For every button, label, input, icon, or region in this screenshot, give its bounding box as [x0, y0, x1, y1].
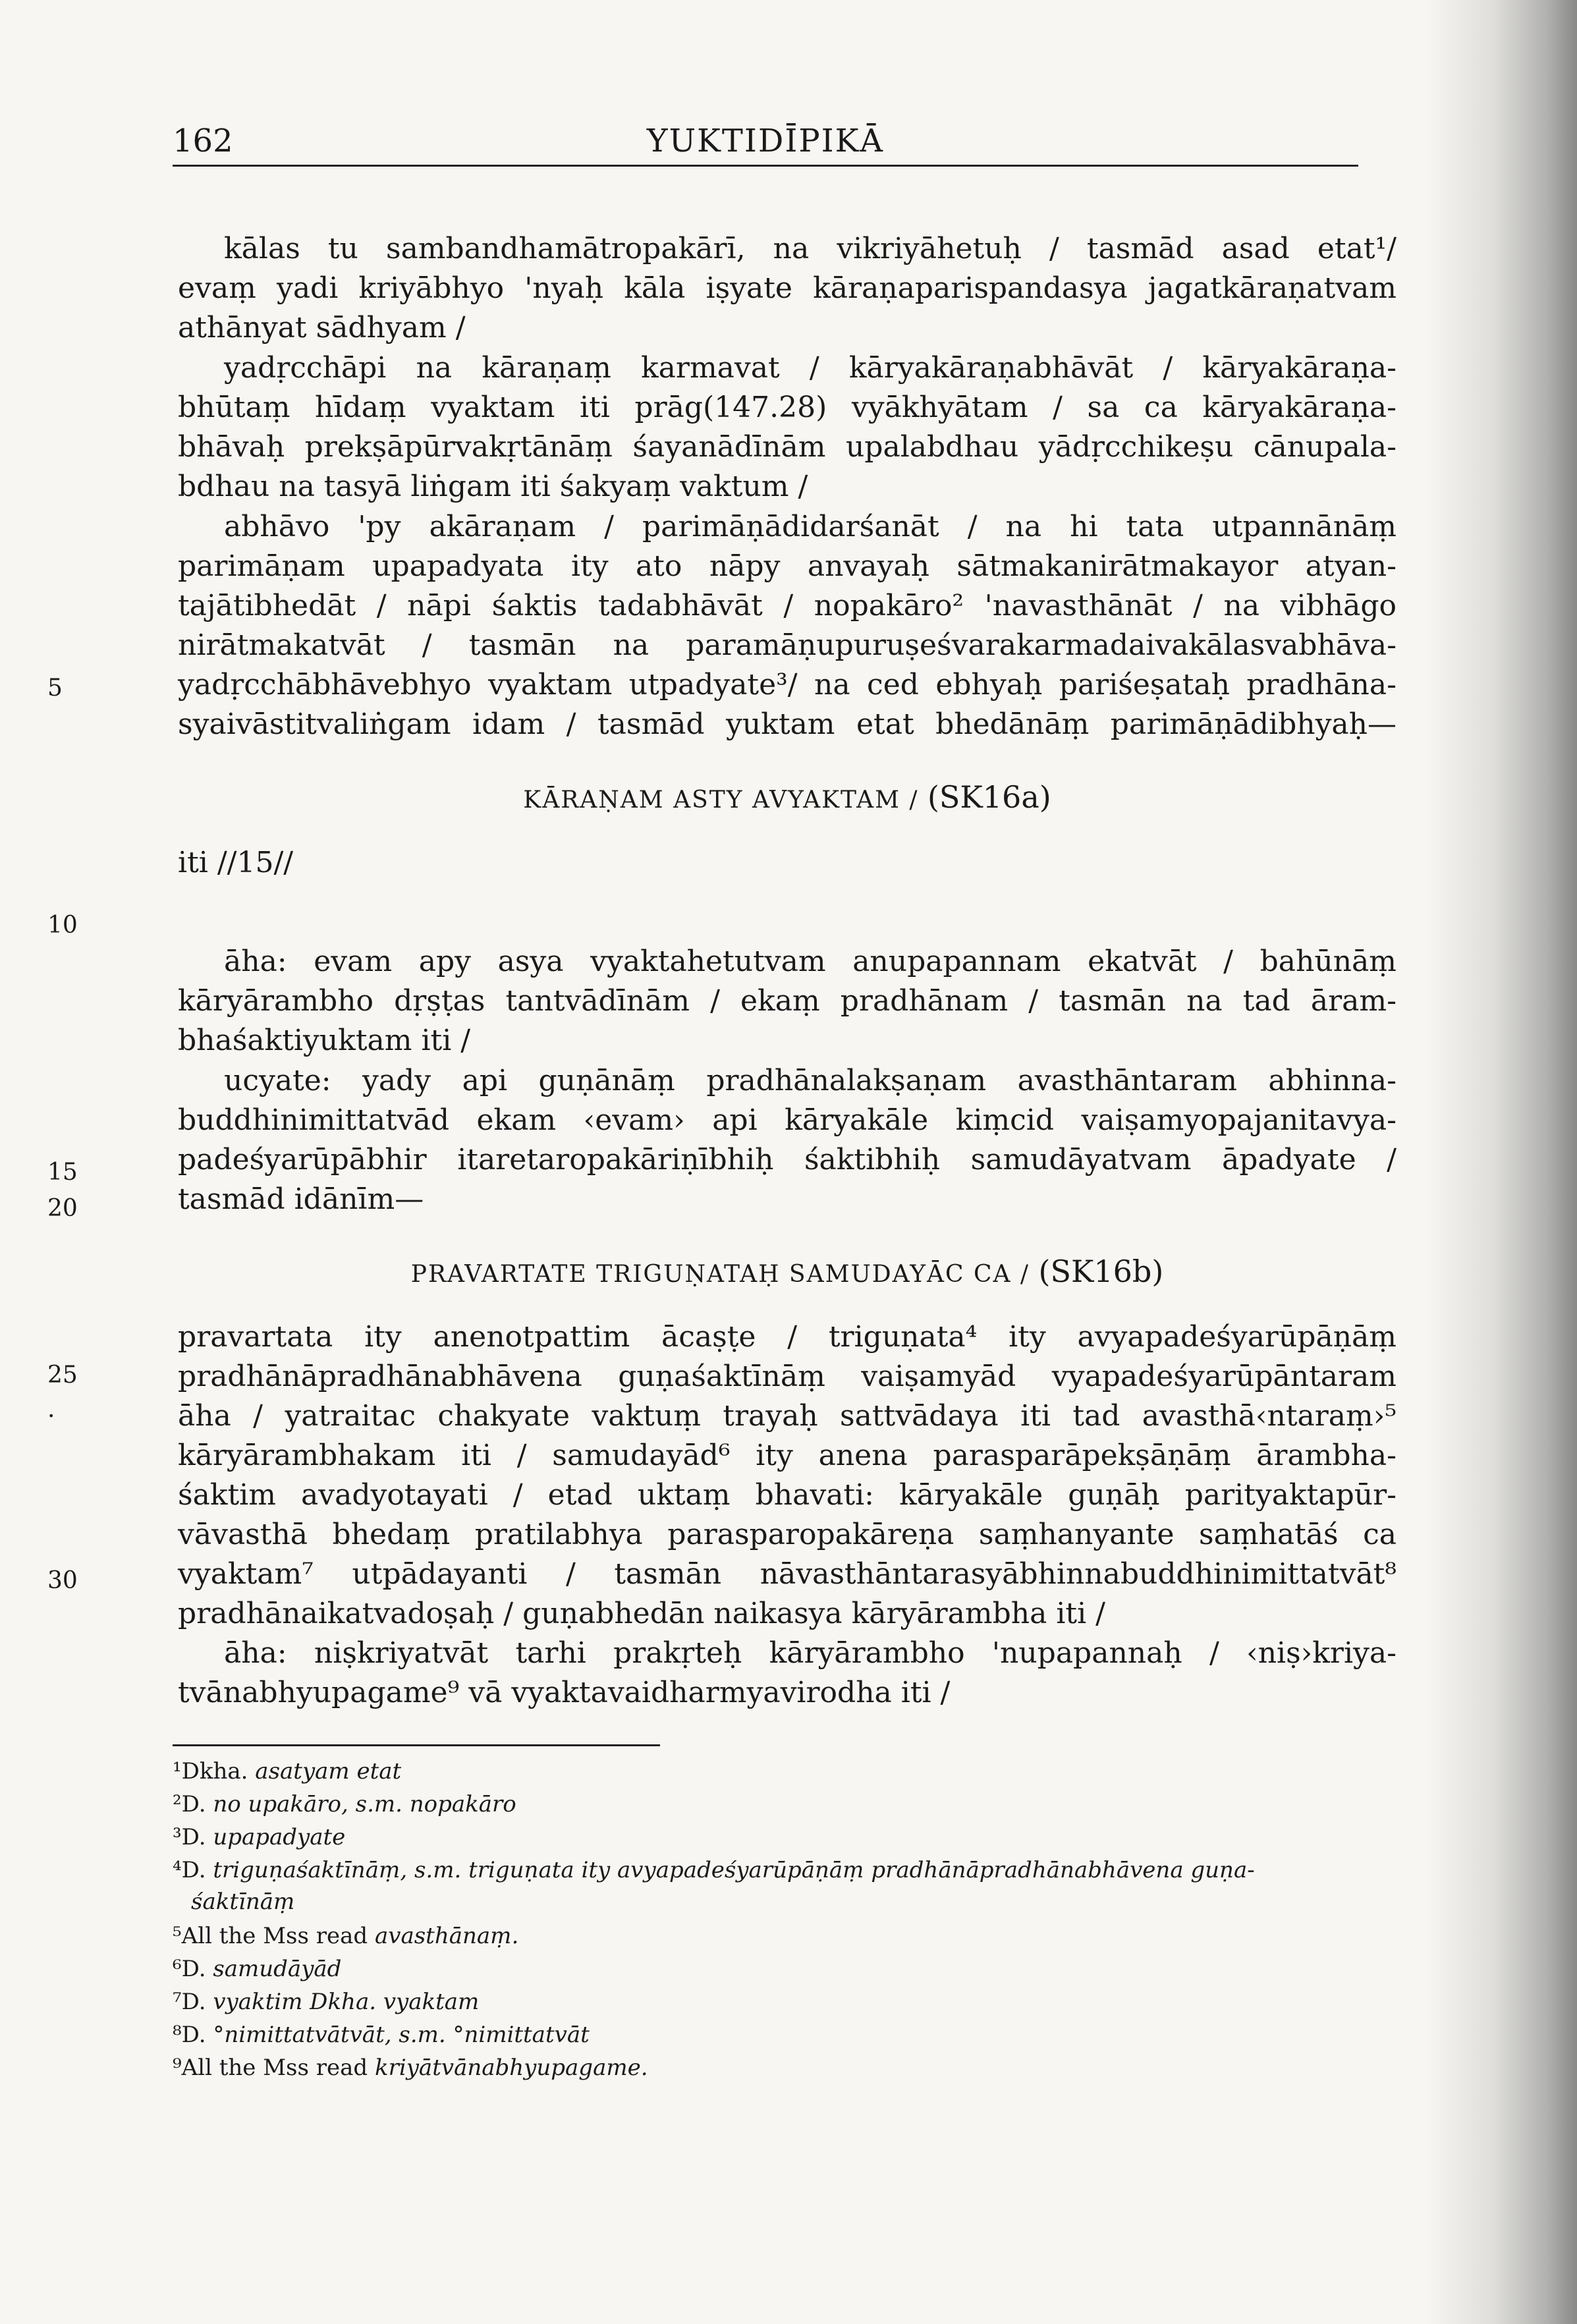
footnote	[173, 1922, 1424, 1950]
text-line: evaṃ yadi kriyābhyo 'nyaḥ kāla iṣyate kāraṇaparispandasya jagatkāraṇatvam	[178, 271, 1397, 305]
line-number: 5	[47, 675, 63, 702]
karika-heading-text: PRAVARTATE TRIGUṆATAḤ SAMUDAYĀC CA /	[410, 1261, 1039, 1288]
footnote	[173, 1790, 1424, 1818]
text-line: tvānabhyupagame⁹ vā vyaktavaidharmyavirodha iti /	[178, 1676, 951, 1709]
text-line: kāryārambhakam iti / samudayād⁶ ity anena parasparāpekṣāṇāṃ ārambha-	[178, 1439, 1397, 1472]
text-line: bdhau na tasyā liṅgam iti śakyaṃ vaktum /	[178, 470, 808, 503]
text-line: kālas tu sambandhamātropakārī, na vikriyāhetuḥ / tasmād asad etat¹/	[224, 232, 1397, 265]
footnote-prefix: D.	[181, 1824, 213, 1850]
footnote-prefix: All the Mss read	[181, 1923, 375, 1949]
line-number: 20	[47, 1195, 78, 1222]
footnote-text: kriyātvānabhyupagame.	[374, 2055, 648, 2081]
footnote	[173, 2021, 1424, 2049]
line-number: 10	[47, 912, 78, 939]
karika-heading	[178, 777, 1397, 820]
text-line: athānyat sādhyam /	[178, 311, 466, 345]
footnote-mark: ⁶	[173, 1956, 182, 1982]
text-line: śaktim avadyotayati / etad uktaṃ bhavati: kāryakāle guṇāḥ parityaktapūr-	[178, 1478, 1397, 1512]
footnote-mark: ⁵	[173, 1923, 182, 1949]
running-title: YUKTIDĪPIKĀ	[646, 123, 885, 159]
footnote-prefix: D.	[181, 1791, 213, 1817]
text-line: bhaśaktiyuktam iti /	[178, 1024, 471, 1057]
footnote	[173, 1823, 1424, 1851]
footnote-text: samudāyād	[213, 1956, 342, 1982]
text-line: syaivāstitvaliṅgam idam / tasmād yuktam etat bhedānāṃ parimāṇādibhyaḥ—	[178, 707, 1397, 741]
text-line: yadṛcchāpi na kāraṇaṃ karmavat / kāryakāraṇabhāvāt / kāryakāraṇa-	[224, 351, 1397, 385]
line-number: 25	[47, 1362, 78, 1389]
text-line: bhāvaḥ prekṣāpūrvakṛtānāṃ śayanādīnām upalabdhau yādṛcchikeṣu cānupala-	[178, 430, 1397, 464]
footnote	[173, 1988, 1424, 2016]
footnote-text: vyaktim Dkha. vyaktam	[213, 1989, 480, 2015]
footnote-mark: ⁷	[173, 1989, 182, 2015]
footnote-prefix: Dkha.	[181, 1758, 256, 1784]
footnote-mark: ²	[173, 1791, 182, 1817]
text-line: padeśyarūpābhir itaretaropakāriṇībhiḥ śaktibhiḥ samudāyatvam āpadyate /	[178, 1143, 1397, 1176]
line-number: 30	[47, 1567, 78, 1594]
footnote	[173, 1955, 1424, 1983]
footnote-prefix: All the Mss read	[181, 2055, 375, 2081]
footnote-rule	[173, 1744, 660, 1746]
text-line: tasmād idānīm—	[178, 1182, 424, 1216]
karika-reference: (SK16a)	[927, 779, 1051, 815]
footnote-text: no upakāro, s.m. nopakāro	[213, 1791, 516, 1817]
footnote-mark: ³	[173, 1824, 182, 1850]
footnote-prefix: D.	[181, 1857, 213, 1883]
text-line: āha: evam apy asya vyaktahetutvam anupapannam ekatvāt / bahūnāṃ	[224, 945, 1397, 978]
footnote	[173, 1757, 1424, 1785]
footnote-prefix: D.	[181, 1956, 213, 1982]
text-line: āha: niṣkriyatvāt tarhi prakṛteḥ kāryārambho 'nupapannaḥ / ‹niṣ›kriya-	[224, 1636, 1397, 1670]
footnote-text: śaktīnāṃ	[191, 1889, 295, 1915]
text-line: bhūtaṃ hīdaṃ vyaktam iti prāg(147.28) vyākhyātam / sa ca kāryakāraṇa-	[178, 391, 1397, 424]
footnote	[173, 2054, 1424, 2082]
footnote	[173, 1856, 1424, 1884]
text-line: āha / yatraitac chakyate vaktuṃ trayaḥ sattvādaya iti tad avasthā‹ntaraṃ›⁵	[178, 1399, 1397, 1433]
text-line: abhāvo 'py akāraṇam / parimāṇādidarśanāt / na hi tata utpannānāṃ	[224, 510, 1397, 543]
footnote-prefix: D.	[181, 2022, 213, 2048]
text-line: ucyate: yady api guṇānāṃ pradhānalakṣaṇam avasthāntaram abhinna-	[224, 1064, 1397, 1097]
footnote-mark: ⁸	[173, 2022, 182, 2048]
page-edge-shadow	[1425, 0, 1577, 2324]
footnote-text: asatyam etat	[255, 1758, 402, 1784]
text-line: tajātibhedāt / nāpi śaktis tadabhāvāt / nopakāro² 'navasthānāt / na vibhāgo	[178, 589, 1397, 622]
footnote-continuation	[191, 1888, 1443, 1916]
text-line: yadṛcchābhāvebhyo vyaktam utpadyate³/ na ced ebhyaḥ pariśeṣataḥ pradhāna-	[178, 668, 1397, 702]
karika-heading	[178, 1252, 1397, 1294]
footnote-text: upapadyate	[213, 1824, 346, 1850]
running-header	[173, 117, 1358, 167]
footnote-mark: ¹	[173, 1758, 182, 1784]
text-line: pravartata ity anenotpattim ācaṣṭe / triguṇata⁴ ity avyapadeśyarūpāṇāṃ	[178, 1320, 1397, 1354]
page-number: 162	[173, 123, 233, 159]
karika-heading-text: KĀRAṆAM ASTY AVYAKTAM /	[523, 787, 927, 814]
text-line: vāvasthā bhedaṃ pratilabhya parasparopakāreṇa saṃhanyante saṃhatāś ca	[178, 1518, 1397, 1551]
text-line: pradhānāpradhānabhāvena guṇaśaktīnāṃ vaiṣamyād vyapadeśyarūpāntaram	[178, 1360, 1397, 1393]
karika-reference: (SK16b)	[1038, 1254, 1164, 1289]
text-line: kāryārambho dṛṣṭas tantvādīnām / ekaṃ pradhānam / tasmān na tad āram-	[178, 984, 1397, 1018]
footnote-mark: ⁴	[173, 1857, 182, 1883]
footnote-text: avasthānaṃ.	[374, 1923, 519, 1949]
footnote-mark: ⁹	[173, 2055, 182, 2081]
text-line: iti //15//	[178, 846, 294, 879]
line-number: .	[47, 1396, 55, 1423]
text-line: vyaktam⁷ utpādayanti / tasmān nāvasthāntarasyābhinnabuddhinimittatvāt⁸	[178, 1557, 1397, 1591]
footnote-prefix: D.	[181, 1989, 213, 2015]
footnote-text: triguṇaśaktīnāṃ, s.m. triguṇata ity avyapadeśyarūpāṇāṃ pradhānāpradhānabhāvena guṇa-	[213, 1857, 1255, 1883]
text-line: nirātmakatvāt / tasmān na paramāṇupuruṣeśvarakarmadaivakālasvabhāva-	[178, 628, 1397, 662]
line-number: 15	[47, 1159, 78, 1186]
footnote-text: °nimittatvātvāt, s.m. °nimittatvāt	[213, 2022, 590, 2048]
text-line: buddhinimittatvād ekam ‹evam› api kāryakāle kiṃcid vaiṣamyopajanitavya-	[178, 1103, 1397, 1137]
text-line: parimāṇam upapadyata ity ato nāpy anvayaḥ sātmakanirātmakayor atyan-	[178, 549, 1397, 583]
text-line: pradhānaikatvadoṣaḥ / guṇabhedān naikasya kāryārambha iti /	[178, 1597, 1105, 1630]
